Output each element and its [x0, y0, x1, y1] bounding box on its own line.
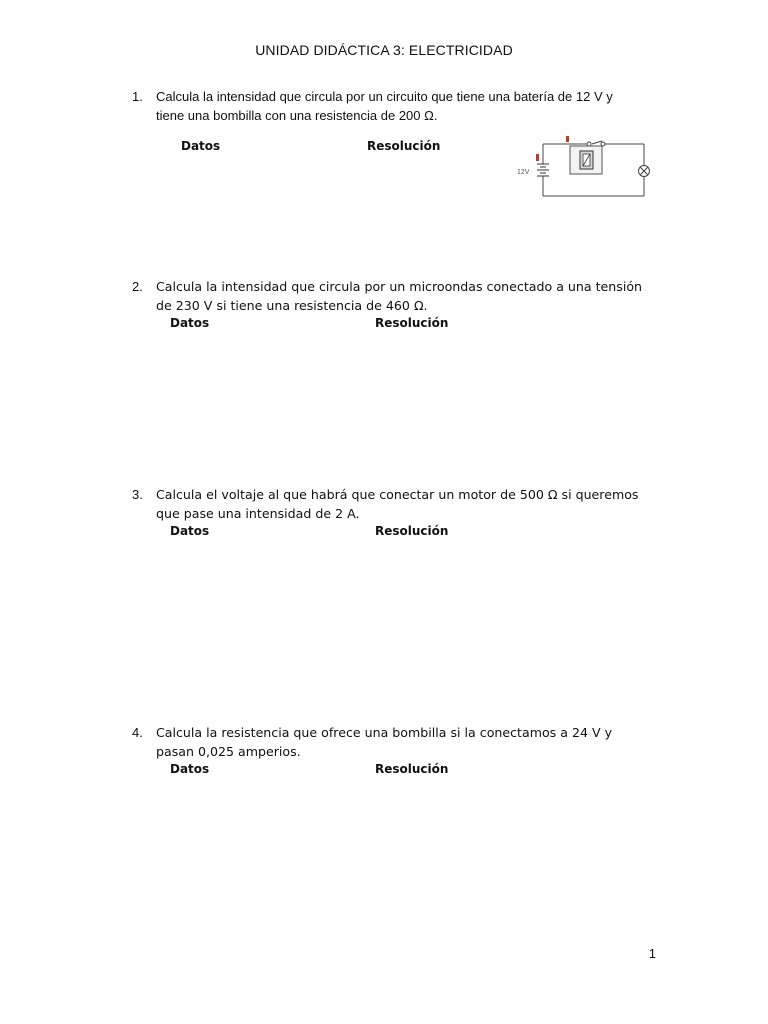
- resolucion-label: Resolución: [367, 139, 441, 153]
- datos-label: Datos: [170, 316, 210, 330]
- resolucion-label: Resolución: [375, 524, 449, 538]
- datos-label: Datos: [181, 139, 221, 153]
- question-text: [156, 87, 666, 125]
- question-number: 2.: [132, 279, 143, 294]
- question-number: 4.: [132, 725, 143, 740]
- battery-marker: [536, 154, 539, 161]
- datos-label: Datos: [170, 762, 210, 776]
- question-line: Calcula la intensidad que circula por un microondas conectado a una tensión: [156, 279, 643, 294]
- question-text: [156, 723, 666, 761]
- question-line: tiene una bombilla con una resistencia de 200 Ω.: [156, 108, 438, 123]
- question-text: [156, 277, 666, 315]
- question-line: Calcula la intensidad que circula por un circuito que tiene una batería de 12 V y: [156, 89, 613, 104]
- switch-contact: [587, 142, 591, 146]
- resolucion-label: Resolución: [375, 762, 449, 776]
- question-line: Calcula el voltaje al que habrá que conectar un motor de 500 Ω si queremos: [156, 487, 639, 502]
- battery-icon: [537, 164, 549, 176]
- battery-label: 12V: [517, 169, 530, 176]
- question-number: 1.: [132, 89, 143, 104]
- question-text: [156, 485, 666, 523]
- question-line: Calcula la resistencia que ofrece una bombilla si la conectamos a 24 V y: [156, 725, 613, 740]
- page-title: UNIDAD DIDÁCTICA 3: ELECTRICIDAD: [255, 42, 513, 58]
- switch-marker: [566, 136, 569, 142]
- page-number: 1: [648, 946, 656, 961]
- question-number: 3.: [132, 487, 143, 502]
- switch-icon: [570, 146, 602, 174]
- circuit-diagram: [512, 132, 652, 200]
- question-line: pasan 0,025 amperios.: [156, 744, 301, 759]
- resolucion-label: Resolución: [375, 316, 449, 330]
- lamp-icon: [639, 166, 650, 177]
- question-line: de 230 V si tiene una resistencia de 460 Ω.: [156, 298, 428, 313]
- datos-label: Datos: [170, 524, 210, 538]
- question-line: que pase una intensidad de 2 A.: [156, 506, 360, 521]
- switch-contact: [601, 142, 605, 146]
